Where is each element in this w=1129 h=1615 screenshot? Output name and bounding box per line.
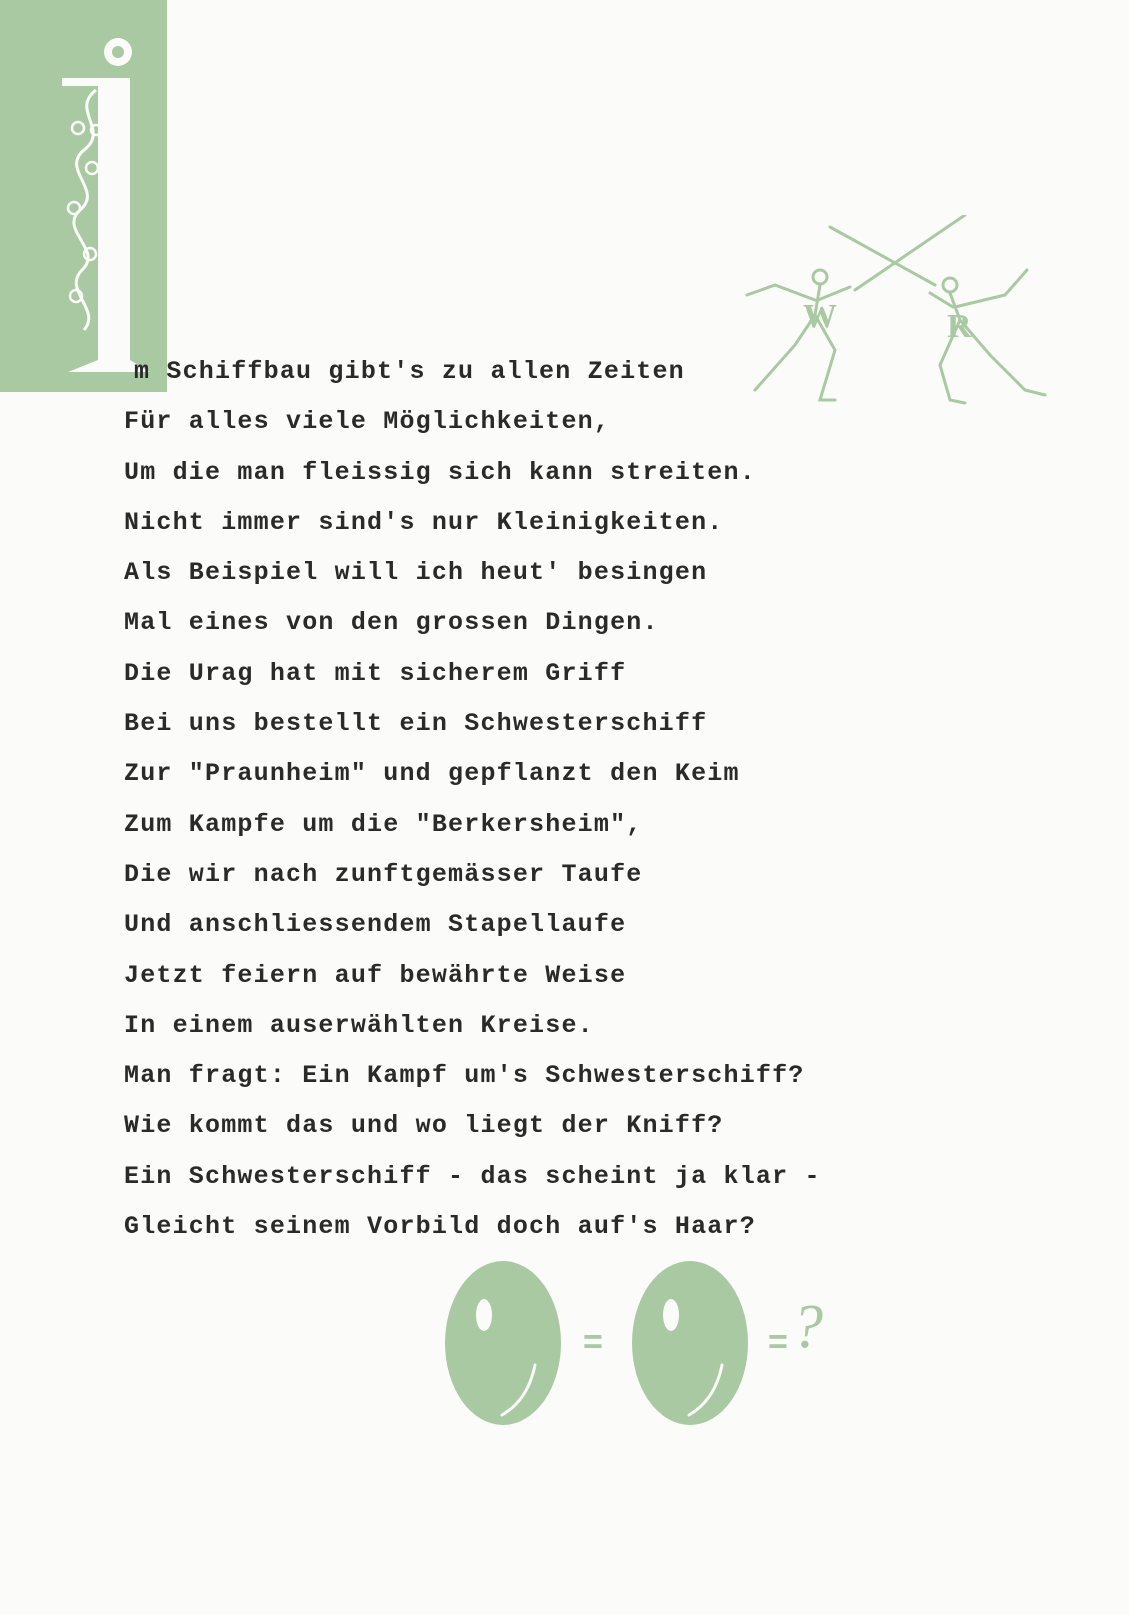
poem-line: Um die man fleissig sich kann streiten. [124,457,756,487]
poem-line: Die wir nach zunftgemässer Taufe [124,859,643,889]
poem-line: m Schiffbau gibt's zu allen Zeiten [134,357,685,386]
poem-line: Wie kommt das und wo liegt der Kniff? [124,1111,724,1141]
ornamental-i-icon [0,0,167,392]
poem-line: Man fragt: Ein Kampf um's Schwesterschiff? [124,1061,805,1091]
poem [124,347,821,1252]
equals-sign: = [583,1323,603,1361]
egg-equation-illustration [440,1255,860,1430]
fencer-letter-w: W [803,298,837,335]
question-mark: ? [792,1293,823,1361]
poem-line: Für alles viele Möglichkeiten, [124,407,611,437]
poem-line: Zur "Praunheim" und gepflanzt den Keim [124,759,740,789]
poem-line: In einem auserwählten Kreise. [124,1010,594,1040]
poem-line: Als Beispiel will ich heut' besingen [124,558,708,588]
poem-line: Zum Kampfe um die "Berkersheim", [124,809,643,839]
poem-line: Mal eines von den grossen Dingen. [124,608,659,638]
fencer-letter-r: R [947,308,972,345]
poem-line: Ein Schwesterschiff - das scheint ja klar - [124,1161,821,1191]
poem-line: Bei uns bestellt ein Schwesterschiff [124,709,708,739]
poem-line: Nicht immer sind's nur Kleinigkeiten. [124,507,724,537]
decorative-initial [0,0,167,392]
poem-line: Gleicht seinem Vorbild doch auf's Haar? [124,1212,756,1242]
poem-line: Und anschliessendem Stapellaufe [124,910,627,940]
equals-sign: = [768,1323,788,1361]
poem-line: Die Urag hat mit sicherem Griff [124,658,627,688]
poem-line: Jetzt feiern auf bewährte Weise [124,960,627,990]
